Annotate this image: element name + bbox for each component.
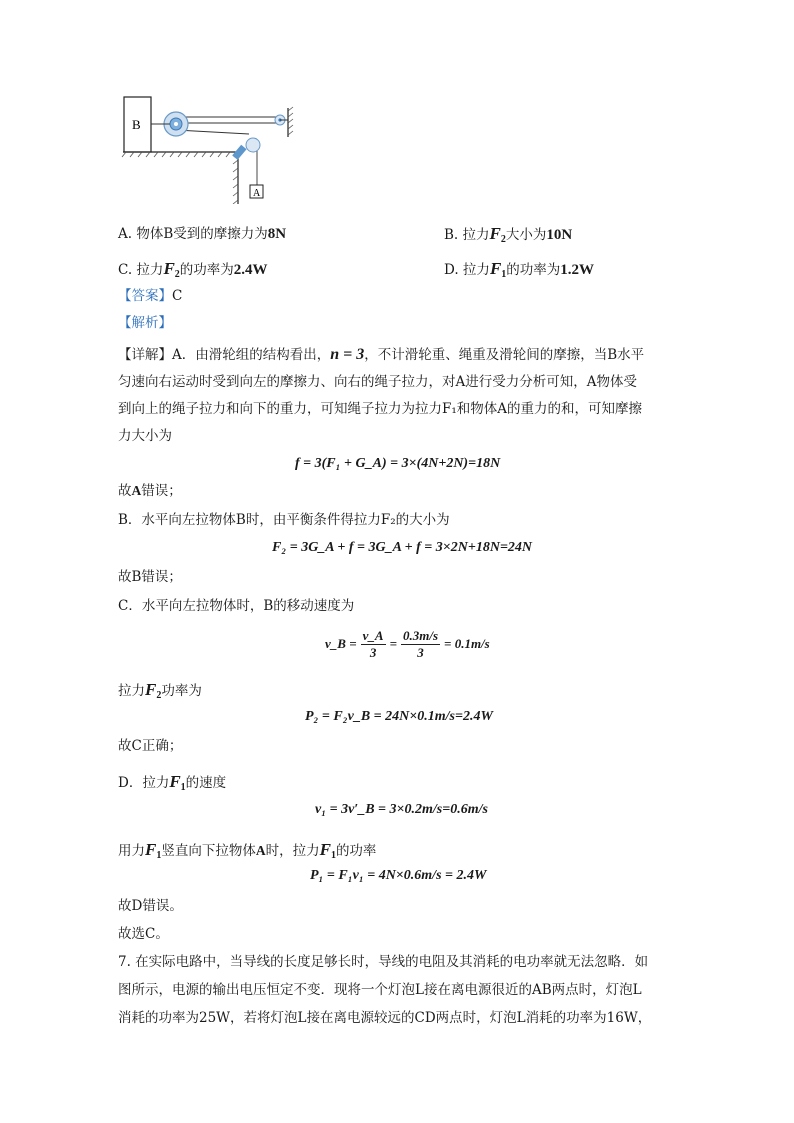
detail-line-1: 【详解】A．由滑轮组的结构看出，n = 3，不计滑轮重、绳重及滑轮间的摩擦，当B水平 — [118, 346, 645, 363]
equation-friction: f = 3(F₁ + G_A) = 3×(4N+2N)=18N — [295, 456, 501, 471]
answer-line: 【答案】C — [118, 288, 183, 304]
pulley-figure — [118, 92, 308, 204]
detail-line-2: 匀速向右运动时受到向左的摩擦力、向右的绳子拉力，对A进行受力分析可知，A物体受 — [118, 374, 637, 390]
q7-line-1: 7. 在实际电路中，当导线的长度足够长时，导线的电阻及其消耗的电功率就无法忽略．如 — [118, 954, 649, 970]
c-intro: C．水平向左拉物体时，B的移动速度为 — [118, 598, 355, 614]
corner-pulley — [246, 138, 260, 152]
option-a: A. 物体B受到的摩擦力为8N — [118, 226, 287, 242]
block-b-label: B — [132, 117, 141, 132]
q7-line-2: 图所示，电源的输出电压恒定不变．现将一个灯泡L接在离电源很近的AB两点时，灯泡L — [118, 982, 642, 998]
q7-line-3: 消耗的功率为25W，若将灯泡L接在离电源较远的CD两点时，灯泡L消耗的功率为16W， — [118, 1010, 652, 1026]
b-intro: B．水平向左拉物体B时，由平衡条件得拉力F₂的大小为 — [118, 512, 450, 528]
equation-f2: F₂ = 3G_A + f = 3G_A + f = 3×2N+18N=24N — [272, 540, 533, 555]
d-intro: D．拉力$F_1$的速度 — [118, 772, 227, 793]
option-d: D. 拉力$F_1$的功率为1.2W — [444, 259, 595, 280]
equation-p1: P₁ = F₁v₁ = 4N×0.6m/s = 2.4W — [310, 868, 487, 883]
equation-p2: P₂ = F₂v_B = 24N×0.1m/s=2.4W — [305, 709, 493, 724]
detail-line-3: 到向上的绳子拉力和向下的重力，可知绳子拉力为拉力F₁和物体A的重力的和，可知摩擦 — [118, 401, 643, 417]
detail-line-4: 力大小为 — [118, 428, 172, 444]
block-a-label: A — [253, 188, 261, 199]
equation-vb: v_B = $\frac{v\_A}{3}$ = $\frac{0.3m/s}{3}$ = 0.1m/s — [325, 627, 490, 660]
b-wrong: 故B错误； — [118, 569, 182, 585]
option-c: C. 拉力$F_2$的功率为2.4W — [118, 259, 268, 280]
d-power-intro: 用力$F_1$竖直向下拉物体A时，拉力$F_1$的功率 — [118, 840, 377, 861]
c-power-intro: 拉力$F_2$功率为 — [118, 680, 202, 701]
analysis-tag: 【解析】 — [118, 315, 172, 331]
choose-line: 故选C。 — [118, 926, 169, 942]
d-wrong: 故D错误。 — [118, 898, 183, 914]
equation-v1: v₁ = 3v′_B = 3×0.2m/s=0.6m/s — [315, 802, 488, 817]
c-right: 故C正确； — [118, 738, 183, 754]
option-b: B. 拉力$F_2$大小为10N — [444, 224, 573, 245]
a-wrong: 故A错误； — [118, 483, 182, 499]
